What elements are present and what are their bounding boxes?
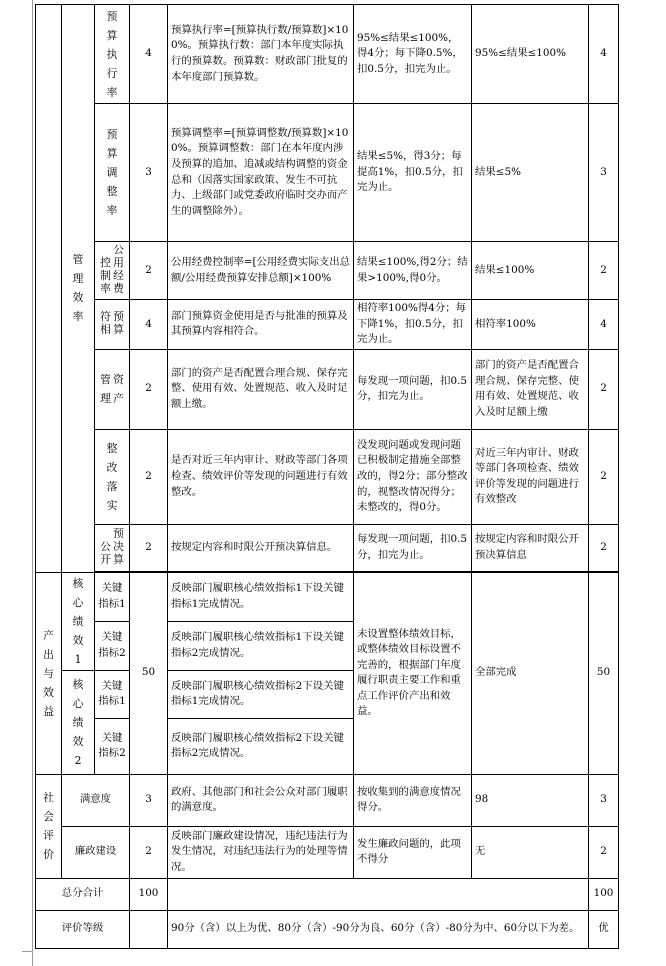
scoring-criteria: 每发现一项问题，扣0.5分，扣完为止。 — [354, 524, 472, 571]
key-indicator-1: 关键指标1 — [95, 572, 130, 621]
score-value: 2 — [589, 242, 619, 300]
weight-value: 4 — [130, 300, 168, 350]
scoring-criteria: 发生廉政问题的，此项不得分 — [354, 826, 472, 878]
indicator-definition: 是否对近三年内审计、财政等部门各项检查、绩效评价等发现的问题进行有效整改。 — [168, 429, 354, 524]
score-value: 3 — [589, 104, 619, 242]
indicator-definition: 预算执行率=[预算执行数/预算数]×100%。预算执行数：部门本年度实际执行的预算数。预算数：财政部门批复的本年度部门预算数。 — [168, 5, 354, 104]
total-score: 100 — [589, 878, 619, 910]
indicator-name: 满意度 — [62, 774, 130, 826]
scoring-criteria: 按收集到的满意度情况得分。 — [354, 774, 472, 826]
evaluation-result: 按规定内容和时限公开预决算信息 — [472, 524, 589, 571]
evaluation-result: 无 — [472, 826, 589, 878]
weight-value: 2 — [130, 429, 168, 524]
evaluation-result: 部门的资产是否配置合理合规、保存完整、使用有效、处置规范、收入及时足额上缴 — [472, 349, 589, 429]
weight-value: 2 — [130, 826, 168, 878]
key-indicator-1: 关键指标1 — [95, 670, 130, 718]
group-output-benefit — [36, 572, 62, 774]
scoring-criteria: 相符率100%得4分；每下降1%，扣0.5分，扣完为止。 — [354, 300, 472, 350]
score-value: 2 — [589, 429, 619, 524]
scoring-criteria: 95%≤结果≤100%，得4分；每下降0.5%，扣0.5分，扣完为止。 — [354, 5, 472, 104]
weight-value: 2 — [130, 524, 168, 571]
group-label: 管理效率 — [72, 253, 84, 324]
score-value: 2 — [589, 349, 619, 429]
score-value: 50 — [589, 572, 619, 774]
table-row — [36, 104, 619, 242]
evaluation-result: 结果≤100% — [472, 242, 589, 300]
indicator-definition: 反映部门履职核心绩效指标1下设关键指标2完成情况。 — [168, 621, 354, 670]
indicator-definition: 公用经费控制率=[公用经费实际支出总额/公用经费预算安排总额]×100% — [168, 242, 354, 300]
table-row — [36, 826, 619, 878]
score-value: 2 — [589, 826, 619, 878]
indicator-definition: 反映部门履职核心绩效指标2下设关键指标2完成情况。 — [168, 718, 354, 774]
key-indicator-2: 关键指标2 — [95, 621, 130, 670]
scoring-criteria: 未设置整体绩效目标，或整体绩效目标设置不完善的，根据部门年度履行职责主要工作和重点工作评价产出和效益。 — [354, 572, 472, 774]
table-row — [36, 349, 619, 429]
evaluation-result: 结果≤5% — [472, 104, 589, 242]
total-blank — [168, 878, 589, 910]
indicator-name: 管理资产 — [95, 349, 130, 429]
indicator-definition: 部门预算资金使用是否与批准的预算及其预算内容相符合。 — [168, 300, 354, 350]
total-label: 总分合计 — [36, 878, 130, 910]
indicator-name: 符相预算 — [95, 300, 130, 350]
indicator-name: 整改落实 — [95, 429, 130, 524]
core-indicator-2: 核心绩效2 — [62, 670, 95, 774]
page-corner-mark — [22, 951, 32, 952]
score-value: 3 — [589, 774, 619, 826]
weight-value: 4 — [130, 5, 168, 104]
level1-cell-blank — [36, 5, 62, 573]
table-row — [36, 572, 619, 621]
group-label: 社会评价 — [43, 791, 54, 862]
weight-value: 2 — [130, 349, 168, 429]
grade-label: 评价等级 — [36, 910, 130, 948]
grade-result: 优 — [589, 910, 619, 948]
indicator-name: 廉政建设 — [62, 826, 130, 878]
scoring-criteria: 没发现问题或发现问题已积极制定措施全部整改的，得2分；部分整改的，视整改情况得分；未整改的，得0分。 — [354, 429, 472, 524]
scoring-criteria: 结果≤100%,得2分；结果>100%,得0分。 — [354, 242, 472, 300]
indicator-definition: 政府、其他部门和社会公众对部门履职的满意度。 — [168, 774, 354, 826]
evaluation-result: 95%≤结果≤100% — [472, 5, 589, 104]
score-value: 2 — [589, 524, 619, 571]
score-value: 4 — [589, 300, 619, 350]
page-margin-line — [32, 0, 33, 966]
performance-evaluation-table — [35, 4, 619, 949]
weight-value: 3 — [130, 774, 168, 826]
indicator-name: 控制率公用经费 — [95, 242, 130, 300]
scoring-criteria: 结果≤5%，得3分；每提高1%，扣0.5分，扣完为止。 — [354, 104, 472, 242]
scoring-criteria: 每发现一项问题，扣0.5分，扣完为止。 — [354, 349, 472, 429]
indicator-definition: 预算调整率=[预算调整数/预算数]×100%。预算调整数：部门在本年度内涉及预算的追加、追减或结构调整的资金总和（因落实国家政策、发生不可抗力、上级部门或党委政府临时交办而产生的调整除外）。 — [168, 104, 354, 242]
evaluation-result: 相符率100% — [472, 300, 589, 350]
grade-blank — [130, 910, 168, 948]
group-management-efficiency — [62, 5, 95, 573]
table-row-total — [36, 878, 619, 910]
total-weight: 100 — [130, 878, 168, 910]
table-row — [36, 774, 619, 826]
indicator-definition: 部门的资产是否配置合理合规、保存完整、使用有效、处置规范、收入及时足额上缴。 — [168, 349, 354, 429]
key-indicator-2: 关键指标2 — [95, 718, 130, 774]
table-row — [36, 242, 619, 300]
weight-value: 3 — [130, 104, 168, 242]
indicator-definition: 反映部门履职核心绩效指标2下设关键指标1完成情况。 — [168, 670, 354, 718]
indicator-definition: 反映部门廉政建设情况，违纪违法行为发生情况，对违纪违法行为的处理等情况。 — [168, 826, 354, 878]
group-label: 产出与效益 — [43, 628, 54, 718]
table-row — [36, 300, 619, 350]
weight-value: 50 — [130, 572, 168, 774]
indicator-definition: 反映部门履职核心绩效指标1下设关键指标1完成情况。 — [168, 572, 354, 621]
table-row — [36, 5, 619, 104]
table-row-grade — [36, 910, 619, 948]
indicator-name: 公开预决算 — [95, 524, 130, 571]
core-indicator-1: 核心绩效1 — [62, 572, 95, 670]
table-row — [36, 524, 619, 571]
indicator-name: 预算调整率 — [95, 104, 130, 242]
indicator-name: 预算执行率 — [95, 5, 130, 104]
indicator-definition: 按规定内容和时限公开预决算信息。 — [168, 524, 354, 571]
group-social-evaluation — [36, 774, 62, 878]
evaluation-result: 98 — [472, 774, 589, 826]
grade-rule: 90分（含）以上为优、80分（含）-90分为良、60分（含）-80分为中、60分以下为差。 — [168, 910, 589, 948]
evaluation-result: 对近三年内审计、财政等部门各项检查、绩效评价等发现的问题进行有效整改 — [472, 429, 589, 524]
score-value: 4 — [589, 5, 619, 104]
weight-value: 2 — [130, 242, 168, 300]
table-row — [36, 429, 619, 524]
evaluation-result: 全部完成 — [472, 572, 589, 774]
